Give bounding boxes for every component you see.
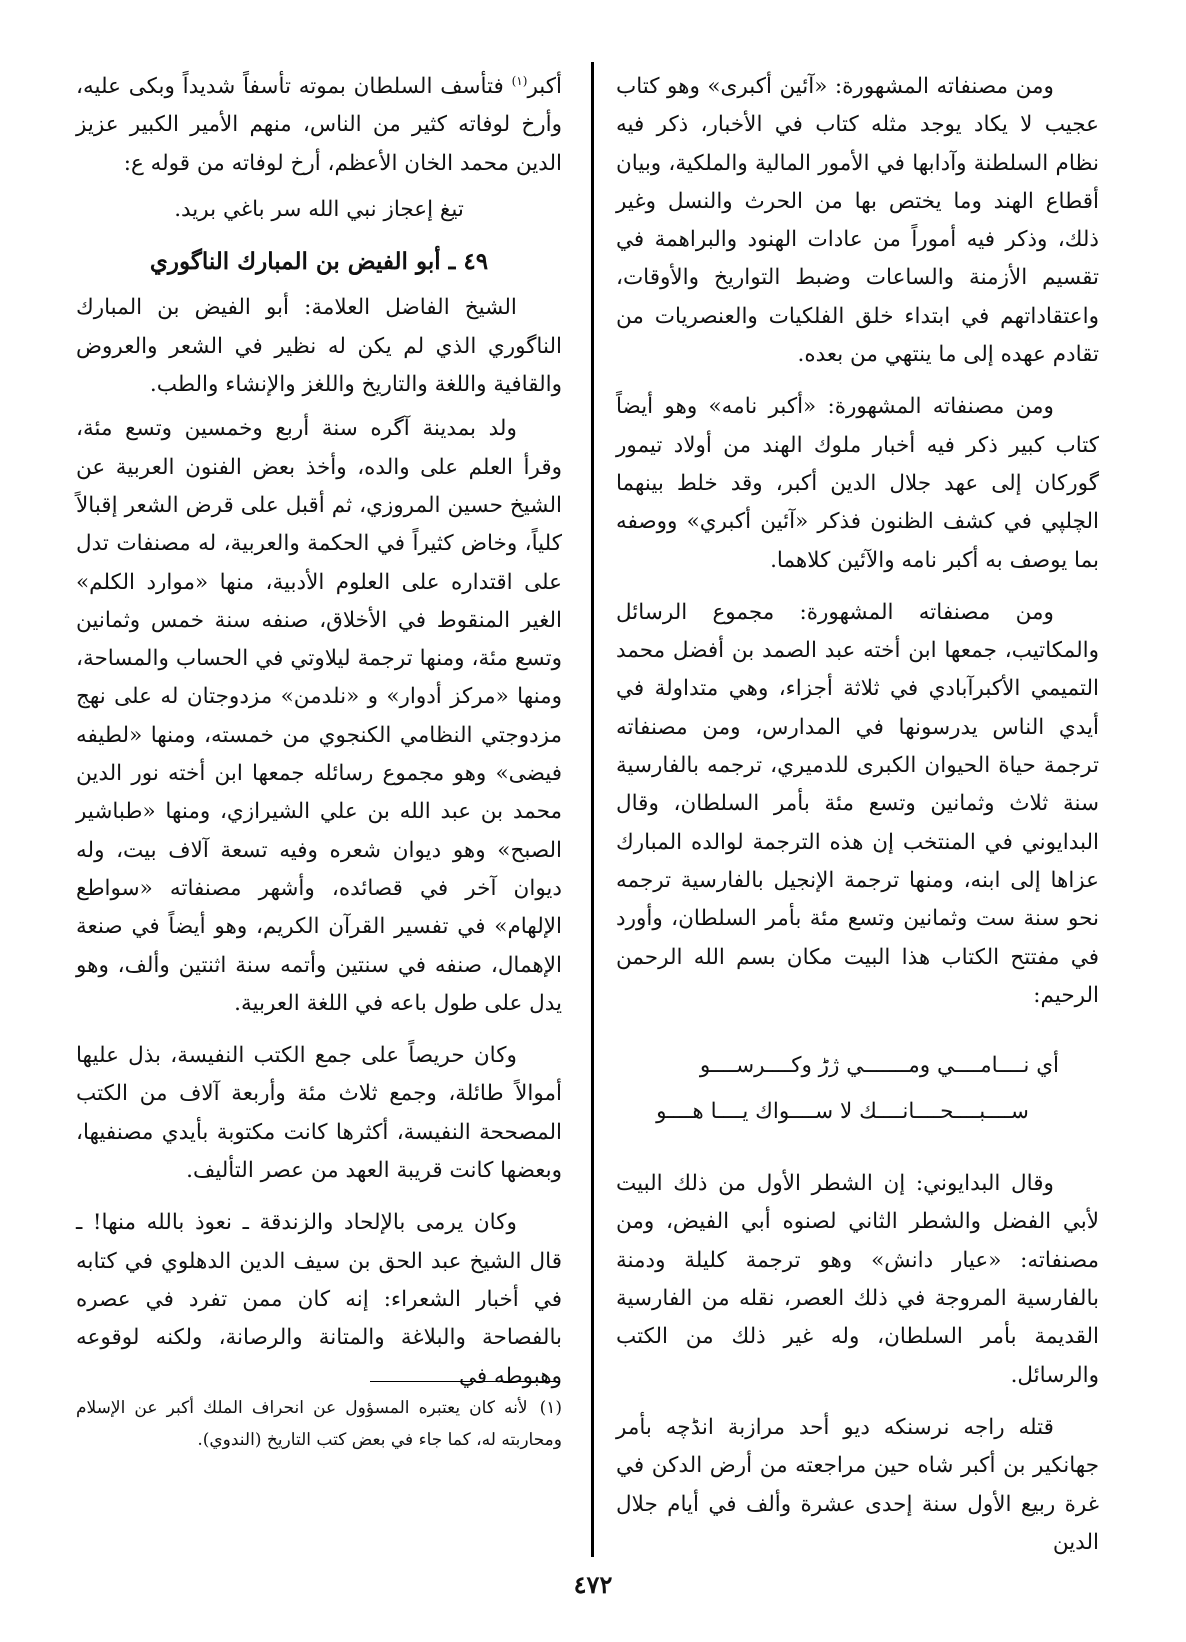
paragraph — [76, 68, 562, 183]
paragraph-text: فتأسف السلطان بموته تأسفاً شديداً وبكى عليه، وأرخ لوفاته كثير من الناس، منهم الأمير الكبير عزيز الدين محمد الخان الأعظم، أرخ لوفاته من قوله ع: — [76, 74, 562, 176]
section-heading: ٤٩ ـ أبو الفيض بن المبارك الناگوري — [149, 248, 489, 276]
footnote-reference[interactable]: (١) — [511, 73, 528, 88]
paragraph-start: أكبر — [527, 74, 562, 99]
page-number: ٤٧٢ — [573, 1570, 613, 1599]
left-column — [76, 68, 562, 1396]
verse-line: ســــبــــحــــانــــك لا ســــواك يــــا هــــو — [656, 1099, 1029, 1125]
footnote-text: لأنه كان يعتبره المسؤول عن انحراف الملك أكبر عن الإسلام ومحاربته له، كما جاء في بعض كتب التاريخ (الندوي). — [76, 1398, 562, 1450]
paragraph: وكان يرمى بالإلحاد والزندقة ـ نعوذ بالله منها! ـ قال الشيخ عبد الحق بن سيف الدين الدهلوي في كتابه في أخبار الشعراء: إنه كان ممن تفرد في عصره بالفصاحة والبلاغة والمتانة والرصانة، ولكنه لوقوعه وهبوطه في — [76, 1210, 562, 1389]
paragraph: ومن مصنفاته المشهورة: «آئين أكبرى» وهو كتاب عجيب لا يكاد يوجد مثله كتاب في الأخبار، ذكر فيه نظام السلطنة وآدابها في الأمور المالية والملكية، وبيان أقطاع الهند وما يختص بها من الحرث والنسل وغير ذلك، وذكر فيه أموراً من عادات الهنود والبراهمة في تقسيم الأزمنة والساعات وضبط التواريخ والأوقات، واعتقاداتهم في ابتداء خلق الفلكيات والعنصريات من تقادم عهده إلى ما ينتهي من بعده. — [616, 74, 1099, 368]
paragraph: الشيخ الفاضل العلامة: أبو الفيض بن المبارك الناگوري الذي لم يكن له نظير في الشعر والعروض والقافية واللغة والتاريخ واللغز والإنشاء والطب. — [76, 295, 562, 398]
footnote-number: (١) — [539, 1398, 562, 1418]
paragraph: وقال البدايوني: إن الشطر الأول من ذلك البيت لأبي الفضل والشطر الثاني لصنوه أبي الفيض، ومن مصنفاته: «عيار دانش» وهو ترجمة كليلة ودمنة بالفارسية المروجة في ذلك العصر، نقله من الفارسية القديمة بأمر السلطان، وله غير ذلك من الكتب والرسائل. — [616, 1171, 1099, 1388]
paragraph: وكان حريصاً على جمع الكتب النفيسة، بذل عليها أموالاً طائلة، وجمع ثلاث مئة وأربعة آلاف من الكتب المصححة النفيسة، أكثرها كانت مكتوبة بأيدي مصنفيها، وبعضها كانت قريبة العهد من عصر التأليف. — [76, 1043, 562, 1184]
poem-line: تيغ إعجاز نبي الله سر باغي بريد. — [174, 196, 464, 222]
verse-block — [616, 1043, 1099, 1135]
column-divider — [591, 62, 594, 1557]
paragraph: ومن مصنفاته المشهورة: مجموع الرسائل والمكاتيب، جمعها ابن أخته عبد الصمد بن أفضل محمد التميمي الأكبرآبادي في ثلاثة أجزاء، وهي متداولة في أيدي الناس يدرسونها في المدارس، ومن مصنفاته ترجمة حياة الحيوان الكبرى للدميري، ترجمه بالفارسية سنة ثلاث وثمانين وتسع مئة بأمر السلطان، وقال البدايوني في المنتخب إن هذه الترجمة لوالده المبارك عزاها إلى ابنه، ومنها ترجمة الإنجيل بالفارسية ترجمه نحو سنة ست وثمانين وتسع مئة بأمر السلطان، وأورد في مفتتح الكتاب هذا البيت مكان بسم الله الرحمن الرحيم: — [616, 599, 1099, 1008]
footnote — [76, 1392, 562, 1456]
footnote-separator — [370, 1381, 560, 1382]
paragraph: ولد بمدينة آگره سنة أربع وخمسين وتسع مئة، وقرأ العلم على والده، وأخذ بعض الفنون العربية عن الشيخ حسين المروزي، ثم أقبل على قرض الشعر إقبالاً كلياً، وخاض كثيراً في الحكمة والعربية، له مصنفات تدل على اقتداره على العلوم الأدبية، منها «موارد الكلم» الغير المنقوط في الأخلاق، صنفه سنة خمس وثمانين وتسع مئة، ومنها ترجمة ليلاوتي في الحساب والمساحة، ومنها «مركز أدوار» و «نلدمن» مزدوجتان له على نهج مزدوجتي النظامي الكنجوي من خمسته، ومنها «لطيفه فيضى» وهو مجموع رسائله جمعها ابن أخته نور الدين محمد بن عبد الله بن علي الشيرازي، ومنها «طباشير الصبح» وهو ديوان شعره وفيه تسعة آلاف بيت، وله ديوان آخر في قصائده، وأشهر مصنفاته «سواطع الإلهام» في تفسير القرآن الكريم، وهو أيضاً في صنعة الإهمال، صنفه في سنتين وأتمه سنة اثنتين وألف، وهو يدل على طول باعه في اللغة العربية. — [76, 416, 562, 1016]
paragraph: قتله راجه نرسنكه ديو أحد مرازبة انڈچه بأمر جهانكير بن أكبر شاه حين مراجعته من أرض الدكن في غرة ربيع الأول سنة إحدى عشرة وألف في أيام جلال الدين — [616, 1414, 1099, 1555]
paragraph: ومن مصنفاته المشهورة: «أكبر نامه» وهو أيضاً كتاب كبير ذكر فيه أخبار ملوك الهند من أولاد تيمور گوركان إلى عهد جلال الدين أكبر، وقد خلط بينهما الچلپي في كشف الظنون فذكر «آئين أكبري» ووصفه بما يوصف به أكبر نامه والآئين كلاهما. — [616, 394, 1099, 573]
verse-line: أي نــــامــــي ومـــــــي ژڑ وكــــرســــو — [699, 1053, 1059, 1079]
right-column — [616, 68, 1099, 1562]
